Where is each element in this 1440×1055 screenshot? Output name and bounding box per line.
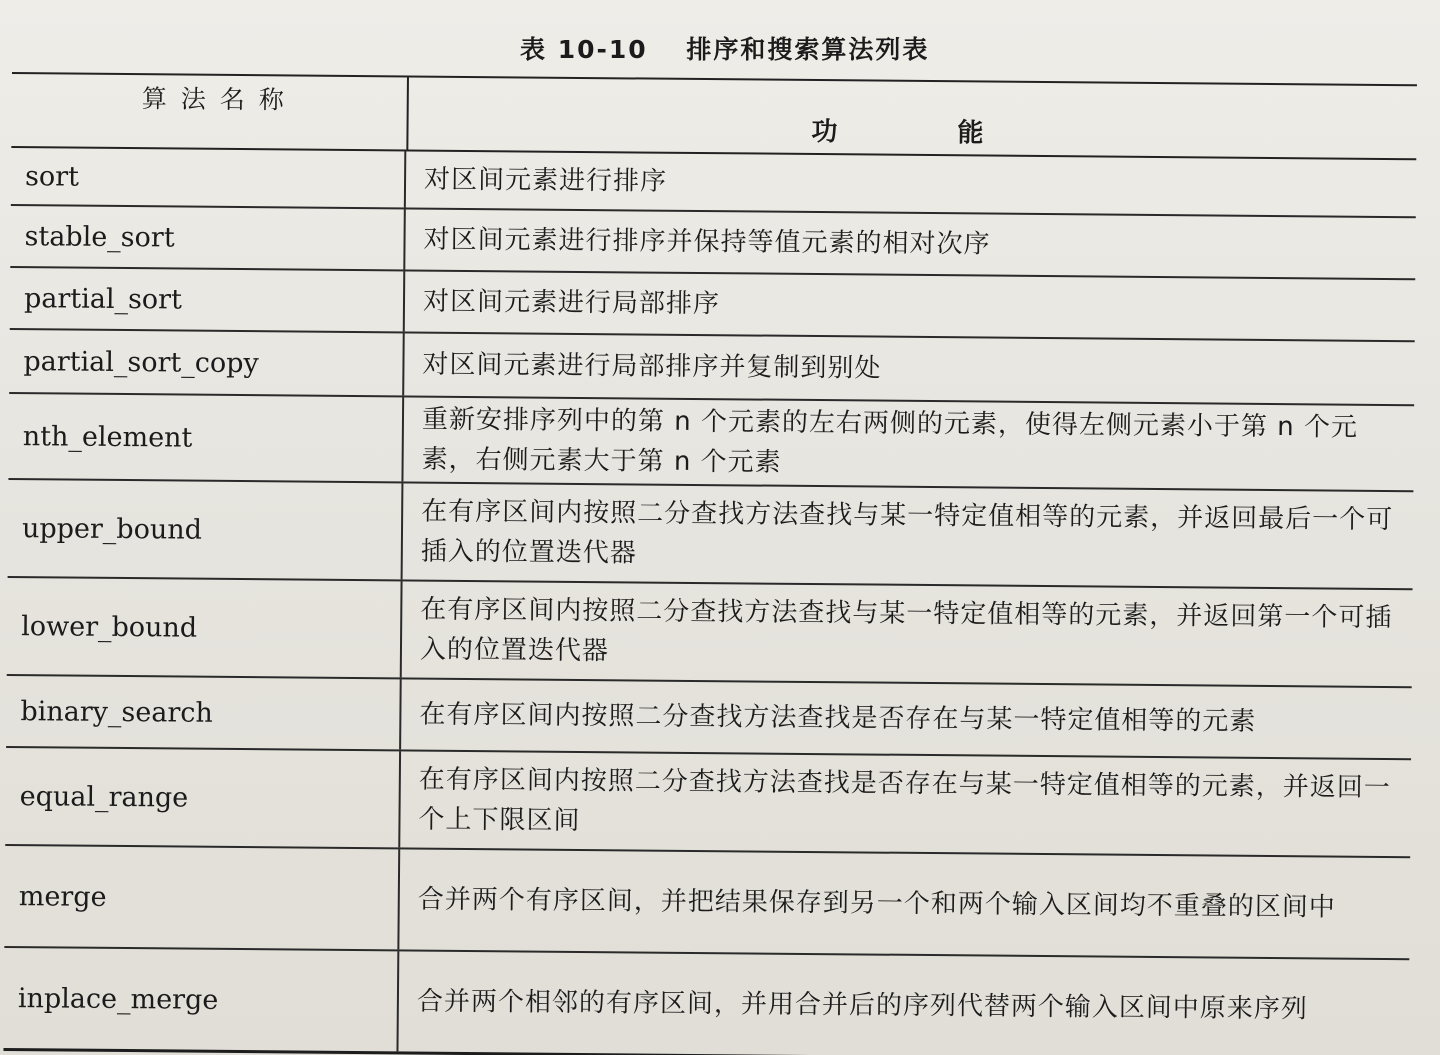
algorithm-description: 对区间元素进行局部排序 [422, 286, 721, 320]
algorithm-description: 对区间元素进行排序 [423, 164, 668, 197]
table-row [5, 748, 1411, 858]
algorithm-description: 对区间元素进行排序并保持等值元素的相对次序 [423, 224, 991, 260]
table-row [3, 948, 1409, 1055]
algorithm-name: binary_search [6, 676, 402, 749]
algorithm-name: stable_sort [10, 206, 406, 269]
header-function-label: 功能 [811, 116, 1104, 150]
algorithm-description: 在有序区间内按照二分查找方法查找与某一特定值相等的元素，并返回第一个可插入的位置迭代器 [419, 594, 1393, 667]
algorithm-name: partial_sort_copy [9, 330, 405, 395]
algorithm-description: 合并两个相邻的有序区间，并用合并后的序列代替两个输入区间中原来序列 [416, 986, 1309, 1025]
algorithm-description: 重新安排序列中的第 n 个元素的左右两侧的元素，使得左侧元素小于第 n 个元素，右侧元素大于第 n 个元素 [421, 404, 1359, 478]
algorithm-description: 在有序区间内按照二分查找方法查找与某一特定值相等的元素，并返回最后一个可插入的位置迭代器 [420, 496, 1394, 569]
table-number: 表 10-10 [520, 35, 648, 64]
header-name-cell [11, 74, 409, 149]
algorithm-table [3, 72, 1416, 1055]
table-row [4, 846, 1410, 960]
table-row [6, 676, 1412, 760]
table-caption [520, 30, 929, 66]
table-row [8, 394, 1414, 492]
algorithm-name: equal_range [5, 748, 401, 847]
algorithm-description: 对区间元素进行局部排序并复制到别处 [422, 349, 882, 384]
table-header [11, 72, 1417, 160]
header-name-label: 算法名称 [141, 84, 298, 115]
algorithm-name: lower_bound [7, 578, 403, 677]
algorithm-name: merge [4, 846, 400, 949]
algorithm-description: 在有序区间内按照二分查找方法查找是否存在与某一特定值相等的元素，并返回一个上下限区间 [418, 764, 1391, 836]
table-row [8, 480, 1414, 590]
algorithm-description: 在有序区间内按照二分查找方法查找是否存在与某一特定值相等的元素 [419, 699, 1257, 737]
algorithm-name: upper_bound [8, 480, 404, 579]
algorithm-name: inplace_merge [3, 948, 399, 1051]
table-row [9, 330, 1415, 406]
algorithm-name: sort [11, 148, 406, 207]
algorithm-description: 合并两个有序区间，并把结果保存到另一个和两个输入区间均不重叠的区间中 [417, 884, 1336, 923]
algorithm-name: partial_sort [10, 268, 406, 331]
table-title: 排序和搜索算法列表 [686, 35, 930, 64]
algorithm-name: nth_element [8, 394, 404, 481]
table-row [7, 578, 1413, 688]
